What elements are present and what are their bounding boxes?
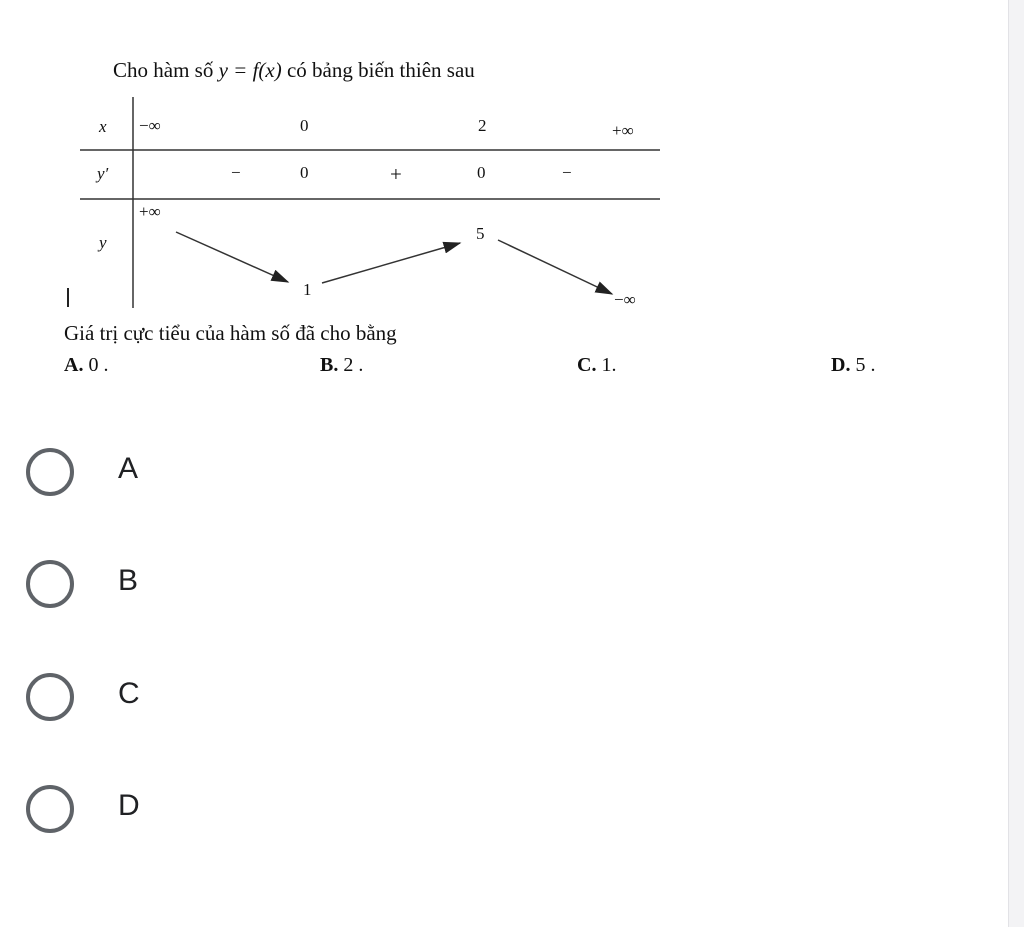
sign-positive: + (390, 162, 402, 186)
arrow-decrease-1 (176, 232, 288, 282)
choice-c-text: 1. (601, 354, 617, 376)
radio-circle-icon[interactable] (26, 560, 74, 608)
option-a[interactable] (26, 448, 626, 508)
x-value-2: 2 (478, 116, 487, 135)
option-c-label: C (118, 677, 140, 710)
option-d-label: D (118, 789, 140, 822)
option-b[interactable] (26, 560, 626, 620)
sign-negative-2: − (562, 163, 572, 182)
variation-table (0, 0, 1008, 320)
title-prefix: Cho hàm số (113, 58, 214, 82)
y-value-min: 1 (303, 280, 312, 299)
choice-b-letter: B. (320, 354, 339, 376)
choice-c-letter: C. (577, 354, 597, 376)
x-value-neg-inf: −∞ (139, 116, 161, 135)
x-value-0: 0 (300, 116, 309, 135)
question-image (0, 0, 1008, 390)
sign-zero-1: 0 (300, 163, 309, 182)
choice-d (831, 354, 875, 377)
text-cursor (67, 288, 69, 307)
right-scroll-edge (1008, 0, 1024, 927)
question-prompt: Giá trị cực tiểu của hàm số đã cho bằng (64, 321, 397, 345)
row-label-x: x (99, 117, 107, 136)
option-a-label: A (118, 452, 139, 485)
x-value-pos-inf: +∞ (612, 121, 634, 140)
option-b-label: B (118, 564, 139, 597)
choice-a-letter: A. (64, 354, 84, 376)
choice-d-text: 5 . (855, 354, 876, 376)
option-d[interactable] (26, 785, 626, 845)
sign-negative-1: − (231, 163, 241, 182)
title-math: y = f(x) (218, 58, 282, 82)
sign-zero-2: 0 (477, 163, 486, 182)
choice-d-letter: D. (831, 354, 851, 376)
radio-circle-icon[interactable] (26, 673, 74, 721)
option-c[interactable] (26, 673, 626, 733)
choice-a (64, 354, 108, 377)
choice-b (320, 354, 363, 377)
row-label-yprime: y′ (97, 164, 109, 183)
title-suffix: có bảng biến thiên sau (286, 58, 475, 82)
arrow-increase (322, 243, 460, 283)
choice-a-text: 0 . (88, 354, 109, 376)
row-label-y: y (99, 233, 107, 252)
y-value-max: 5 (476, 224, 485, 243)
arrow-decrease-2 (498, 240, 612, 294)
radio-circle-icon[interactable] (26, 785, 74, 833)
choice-b-text: 2 . (343, 354, 364, 376)
radio-circle-icon[interactable] (26, 448, 74, 496)
choice-c (577, 354, 616, 377)
y-value-start: +∞ (139, 202, 161, 221)
y-value-end: −∞ (614, 290, 636, 309)
